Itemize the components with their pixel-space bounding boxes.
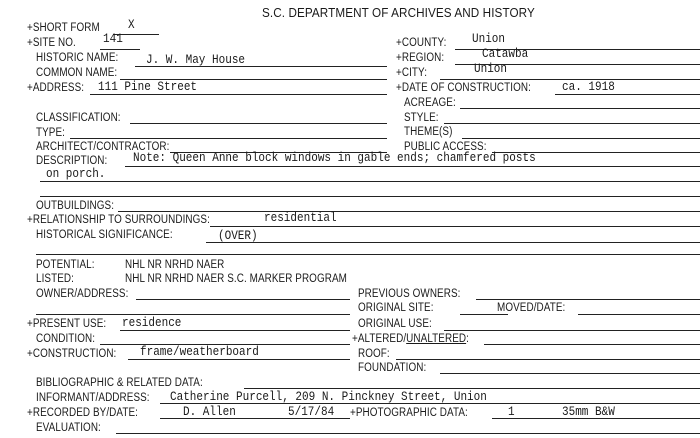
relationship-label: +RELATIONSHIP TO SURROUNDINGS:: [27, 214, 210, 226]
acreage-line: [460, 108, 700, 109]
original-use-line: [444, 330, 700, 331]
city-label: +CITY:: [396, 67, 428, 79]
informant-line: [160, 403, 700, 404]
site-no-label: +SITE NO.: [27, 37, 76, 49]
historical-significance-rule: [36, 254, 700, 255]
themes-line: [462, 138, 700, 139]
historic-name-value: J. W. May House: [146, 53, 246, 67]
city-value: Union: [474, 62, 508, 76]
description-rule-1: [125, 166, 700, 167]
form-title: S.C. DEPARTMENT OF ARCHIVES AND HISTORY: [262, 5, 535, 20]
construction-line: [128, 359, 350, 360]
original-site-line: [460, 314, 508, 315]
evaluation-line: [116, 433, 700, 434]
bibliographic-label: BIBLIOGRAPHIC & RELATED DATA:: [36, 377, 203, 389]
informant-value: Catherine Purcell, 209 N. Pinckney Street, Union: [170, 390, 487, 404]
type-label: TYPE:: [36, 127, 66, 139]
site-no-value: 141: [103, 32, 123, 46]
description-rule-3: [40, 196, 700, 197]
classification-label: CLASSIFICATION:: [36, 112, 121, 124]
address-value: 111 Pine Street: [98, 80, 198, 94]
original-use-label: ORIGINAL USE:: [358, 318, 432, 330]
altered-colon: :: [466, 333, 469, 345]
listed-options: NHL NR NRHD NAER S.C. MARKER PROGRAM: [125, 273, 347, 285]
roof-line: [396, 359, 700, 360]
construction-value: frame/weatherboard: [140, 345, 259, 359]
common-name-label: COMMON NAME:: [36, 67, 118, 79]
region-label: +REGION:: [396, 52, 445, 64]
present-use-label: +PRESENT USE:: [27, 318, 107, 330]
architect-label: ARCHITECT/CONTRACTOR:: [36, 141, 170, 153]
photographic-data-line: [492, 418, 700, 419]
altered-text: +ALTERED/: [352, 333, 407, 345]
county-value: Union: [472, 32, 506, 46]
owner-address-line: [136, 299, 350, 300]
short-form-label: +SHORT FORM: [27, 22, 100, 34]
date-construction-value: ca. 1918: [562, 80, 615, 94]
historic-name-label: HISTORIC NAME:: [36, 52, 119, 64]
photographic-data-label: +PHOTOGRAPHIC DATA:: [350, 407, 468, 419]
present-use-value: residence: [122, 316, 182, 330]
type-line: [70, 138, 387, 139]
unaltered-text: UNALTERED: [406, 333, 467, 345]
altered-label: [352, 333, 469, 345]
recorded-by-line: [160, 418, 350, 419]
address-line: [90, 94, 387, 95]
historical-significance-value: (OVER): [218, 229, 258, 243]
region-value: Catawba: [482, 47, 529, 61]
style-line: [444, 123, 700, 124]
description-line2: on porch.: [46, 167, 106, 181]
recorded-by-label: +RECORDED BY/DATE:: [27, 407, 139, 419]
public-access-label: PUBLIC ACCESS:: [404, 141, 487, 153]
owner-address-label: OWNER/ADDRESS:: [36, 288, 129, 300]
listed-label: LISTED:: [36, 273, 74, 285]
foundation-line: [440, 373, 700, 374]
present-use-line: [120, 330, 350, 331]
previous-owners-label: PREVIOUS OWNERS:: [358, 288, 461, 300]
photo-format-value: 35mm B&W: [562, 405, 615, 419]
historical-significance-line: [206, 242, 700, 243]
roof-label: ROOF:: [358, 348, 390, 360]
condition-label: CONDITION:: [36, 333, 96, 345]
date-construction-line: [555, 94, 700, 95]
construction-label: +CONSTRUCTION:: [27, 348, 117, 360]
date-construction-label: +DATE OF CONSTRUCTION:: [396, 82, 531, 94]
potential-options: NHL NR NRHD NAER: [125, 259, 225, 271]
original-site-label: ORIGINAL SITE:: [358, 302, 434, 314]
description-label: DESCRIPTION:: [36, 155, 108, 167]
address-label: +ADDRESS:: [27, 82, 85, 94]
recorded-date-value: 5/17/84: [288, 405, 335, 419]
owner-address-line-2: [36, 314, 350, 315]
moved-date-line: [578, 314, 700, 315]
historic-name-line: [135, 66, 387, 67]
recorded-by-value: D. Allen: [183, 405, 236, 419]
relationship-value: residential: [264, 211, 337, 225]
bibliographic-line: [244, 388, 700, 389]
description-rule-2: [40, 181, 700, 182]
potential-label: POTENTIAL:: [36, 259, 95, 271]
moved-date-label: MOVED/DATE:: [497, 302, 566, 314]
outbuildings-label: OUTBUILDINGS:: [36, 200, 115, 212]
site-no-line: [100, 49, 140, 50]
photo-count-value: 1: [508, 405, 515, 419]
previous-owners-line: [476, 299, 700, 300]
style-label: STYLE:: [404, 112, 439, 124]
altered-line: [484, 344, 700, 345]
classification-line: [130, 123, 387, 124]
themes-label: THEME(S): [404, 126, 453, 138]
county-label: +COUNTY:: [396, 37, 447, 49]
relationship-line: [210, 226, 700, 227]
informant-label: INFORMANT/ADDRESS:: [36, 392, 150, 404]
historical-significance-label: HISTORICAL SIGNIFICANCE:: [36, 229, 173, 241]
evaluation-label: EVALUATION:: [36, 422, 101, 434]
foundation-label: FOUNDATION:: [358, 362, 427, 374]
short-form-value: X: [128, 18, 135, 32]
description-line1: Note: Queen Anne block windows in gable ends; chamfered posts: [133, 151, 536, 165]
outbuildings-line: [118, 211, 700, 212]
acreage-label: ACREAGE:: [404, 97, 456, 109]
